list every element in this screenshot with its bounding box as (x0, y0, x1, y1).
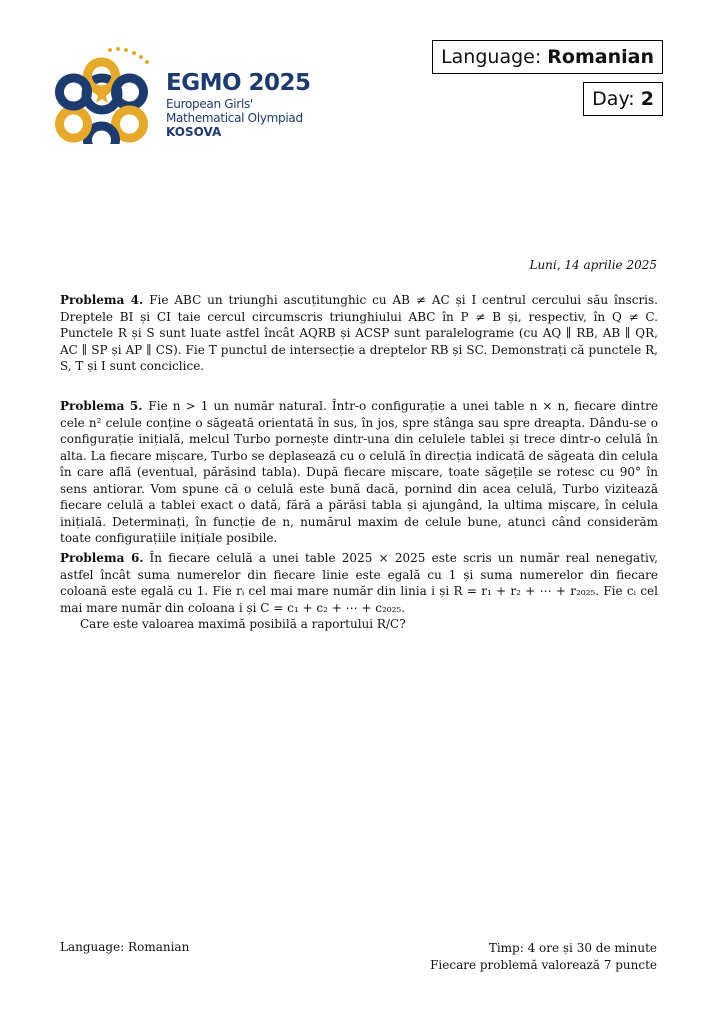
footer-time: Timp: 4 ore și 30 de minute (488, 941, 657, 955)
egmo-logo (40, 44, 164, 144)
day-value: 2 (640, 88, 654, 110)
footer-info (430, 940, 657, 974)
problem-6 (60, 550, 658, 633)
language-value: Romanian (547, 46, 654, 68)
logo-country: KOSOVA (166, 125, 222, 139)
logo-subtitle-2: Mathematical Olympiad (166, 111, 303, 125)
logo-wordmark (166, 70, 311, 140)
problem-title: Problema 5. (60, 399, 143, 413)
footer-language: Language: Romanian (60, 940, 190, 954)
language-label: Language: (441, 46, 542, 68)
problem-text: Fie n > 1 un număr natural. Într-o configurație a unei table n × n, fiecare dintre cele n² celule conține o săgeată orientată în sus, în jos, spre stânga sau spre dreapta. Dându-se o configurație inițială, melcul Turbo pornește dintr-una din celulele tablei și trece dintr-o celulă în alta. La fiecare mișcare, Turbo se deplasează cu o celulă în direcția indicată de săgeata din celula în care află (eventual, părăsind tabla). După fiecare mișcare, toate săgețile se rotesc cu 90° în sens antiorar. Vom spune că o celulă este bună dacă, pornind din acea celulă, Turbo vizitează fiecare celulă a tablei exact o dată, fără a părăsi tabla și ajungând, la ultima mișcare, în celula inițială. Determinați, în funcție de n, numărul maxim de celule bune, atunci când considerăm toate configurațiile inițiale posibile. (60, 399, 658, 545)
day-box (583, 82, 663, 116)
problem-title: Problema 4. (60, 293, 144, 307)
problem-text: În fiecare celulă a unei table 2025 × 2025 este scris un număr real nenegativ, astfel încât suma numerelor din fiecare linie este egală cu 1 și suma numerelor din fiecare coloană este egală cu 1. Fie rᵢ cel mai mare număr din linia i și R = r₁ + r₂ + ⋯ + r₂₀₂₅. Fie cᵢ cel mai mare număr din coloana i și C = c₁ + c₂ + ⋯ + c₂₀₂₅. (60, 551, 658, 615)
logo-title: EGMO 2025 (166, 70, 311, 96)
logo-subtitle-1: European Girls' (166, 97, 253, 111)
problem-text: Fie ABC un triunghi ascuțitunghic cu AB ≠ AC și I centrul cercului său înscris. Dreptele BI și CI taie cercul circumscris triunghiului ABC în P ≠ B și, respectiv, în Q ≠ C. Punctele R și S sunt luate astfel încât AQRB și ACSP sunt paralelograme (cu AQ ∥ RB, AB ∥ QR, AC ∥ SP și AP ∥ CS). Fie T punctul de intersecție a dreptelor RB și SC. Demonstrați că punctele R, S, T și I sunt conciclice. (60, 293, 658, 373)
problem-4 (60, 292, 658, 375)
footer-points: Fiecare problemă valorează 7 puncte (430, 958, 657, 972)
problem-5 (60, 398, 658, 547)
exam-date: Luni, 14 aprilie 2025 (529, 258, 657, 272)
day-label: Day: (592, 88, 635, 110)
problem-question: Care este valoarea maximă posibilă a raportului R/C? (80, 617, 406, 631)
language-box (432, 40, 663, 74)
problem-title: Problema 6. (60, 551, 144, 565)
